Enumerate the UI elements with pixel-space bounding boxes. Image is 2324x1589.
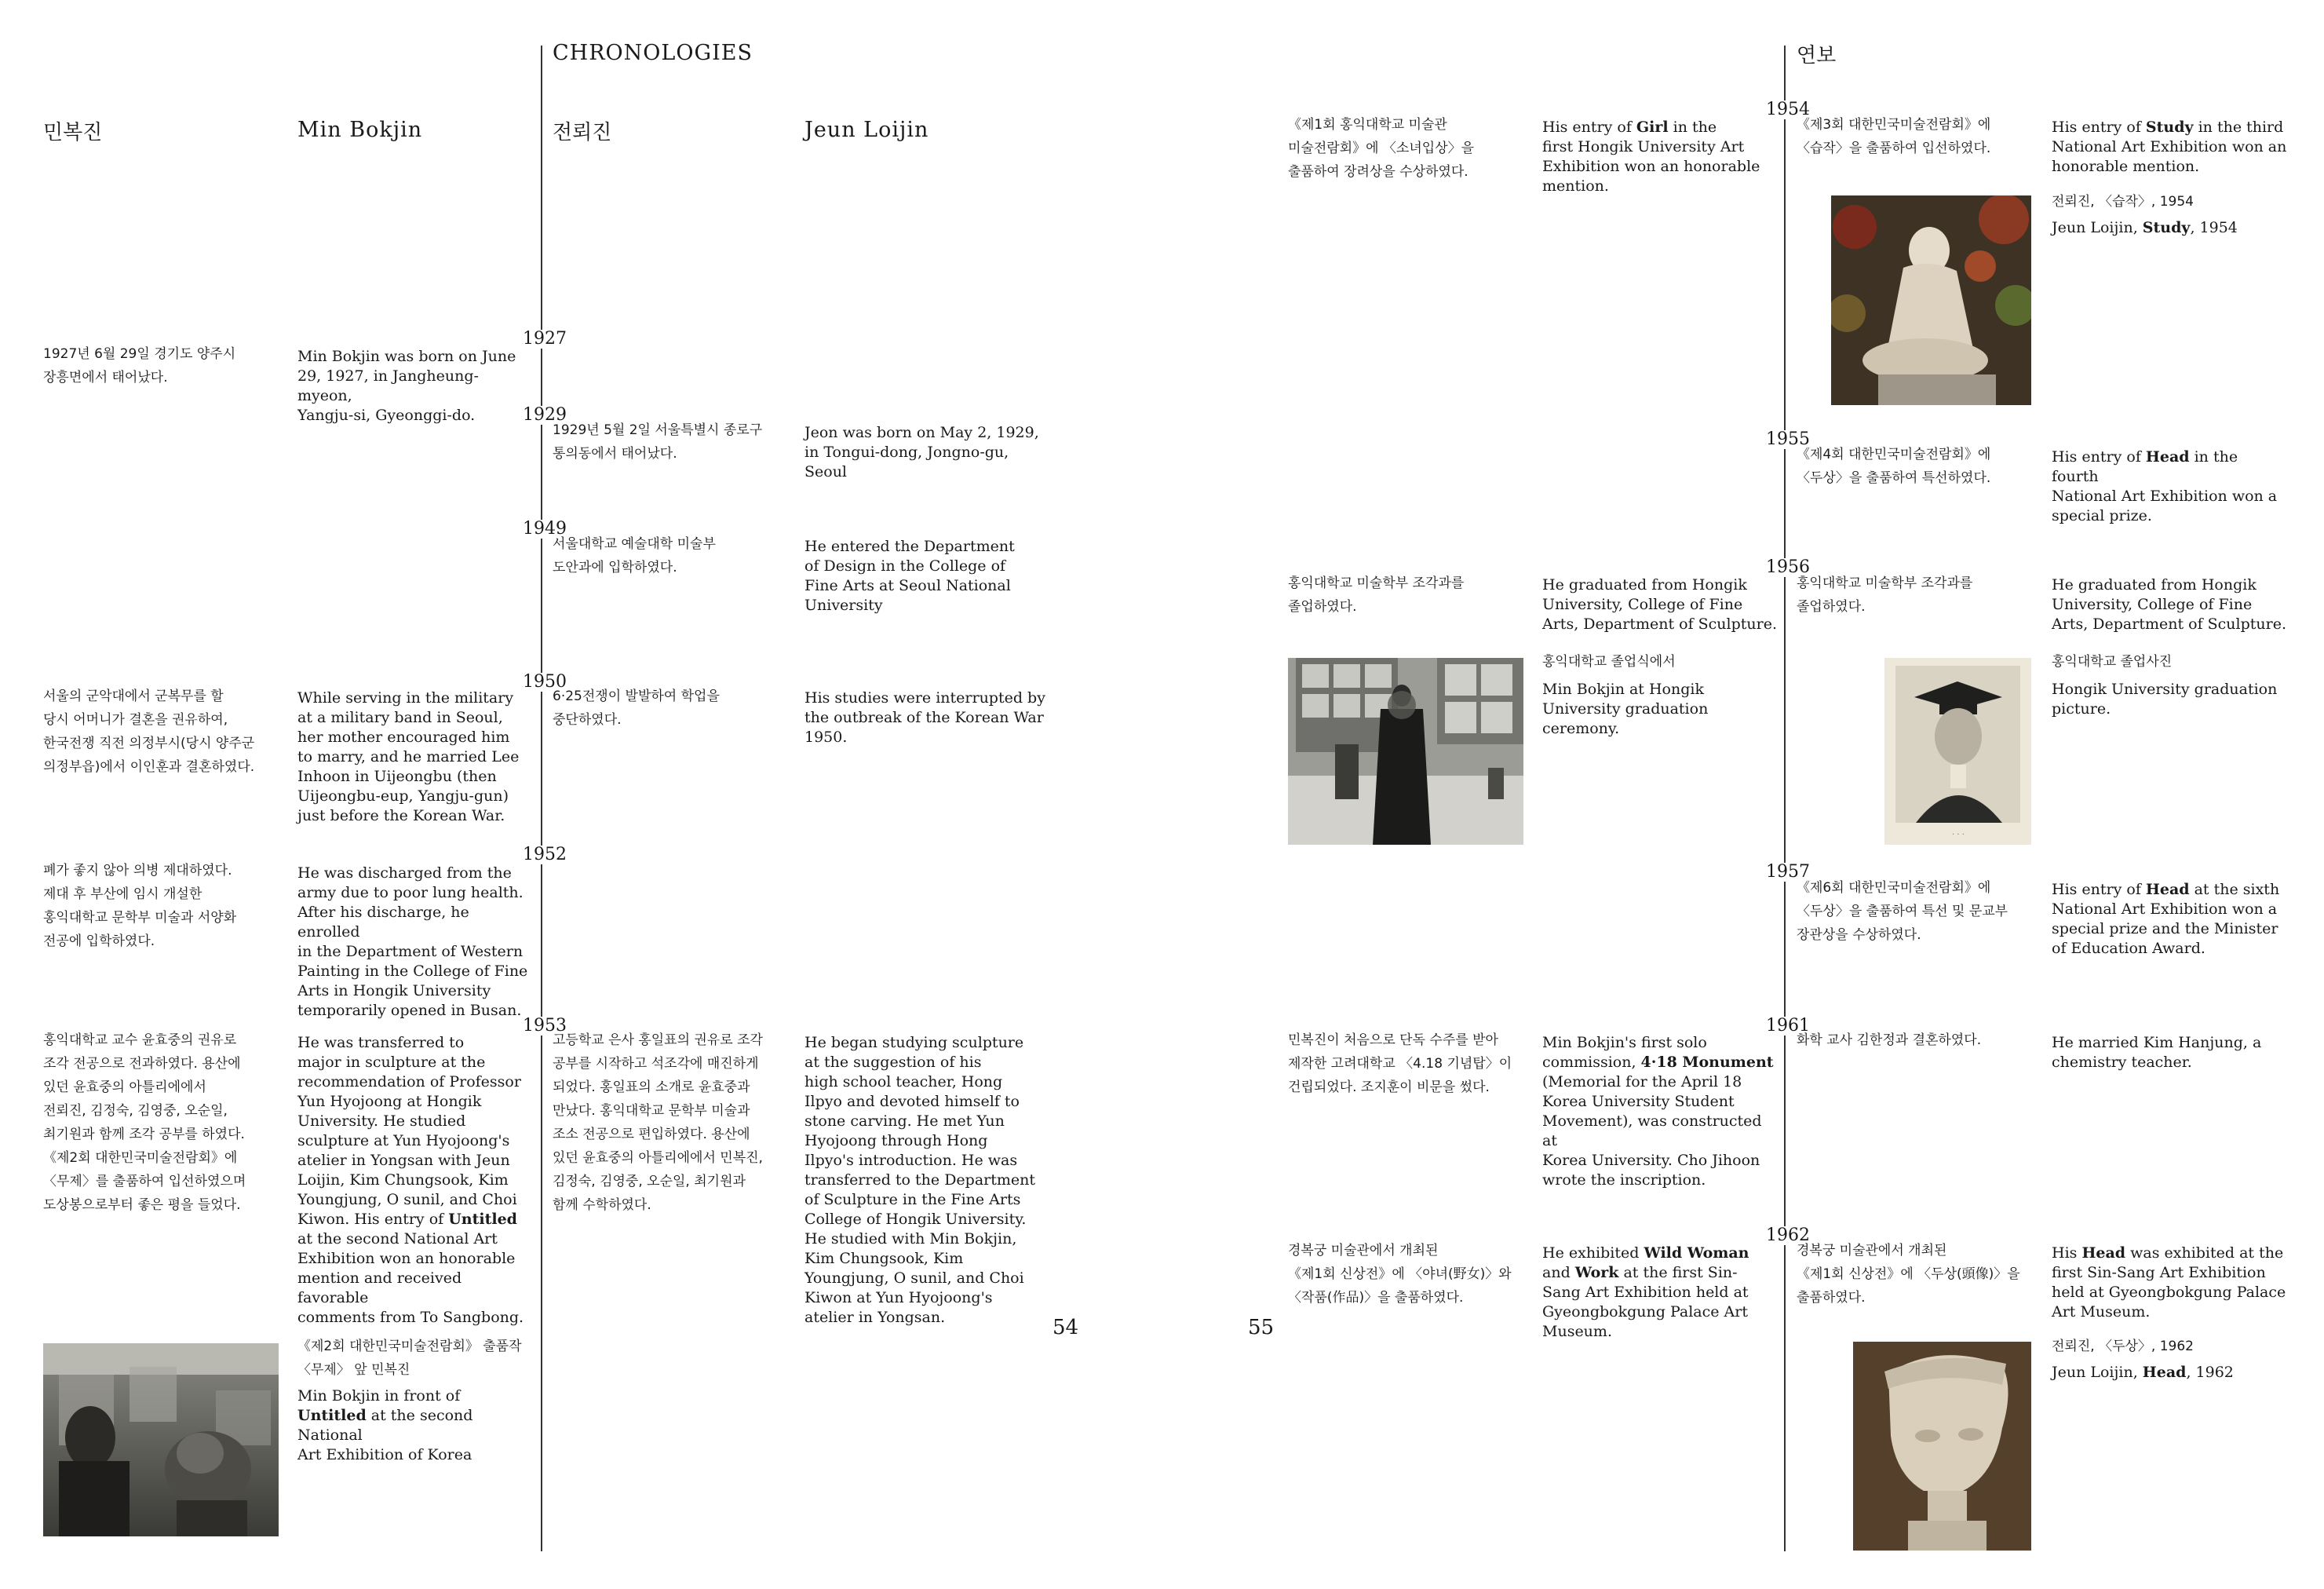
min-1956-en: He graduated from Hongik University, College of Fine Arts, Department of Sculpture.	[1542, 576, 1778, 633]
min-1961-en: Min Bokjin's first solo commission, 4·18 Monument (Memorial for the April 18 Korea University Student Movement), was constructed at Korea University. Cho Jihoon wrote the inscription.	[1542, 1034, 1774, 1189]
jeun-1956-en: He graduated from Hongik University, College of Fine Arts, Department of Sculpture.	[2052, 576, 2287, 633]
min-1950-en: While serving in the military at a military band in Seoul, her mother encouraged him to marry, and he married Lee Inhoon in Uijeongbu (then Uijeongbu-eup, Yangju-gun) just before the Korean War.	[297, 689, 520, 824]
jeun-head-sculpture-photo	[1853, 1342, 2031, 1551]
yeonbo-title: 연보	[1797, 44, 1837, 68]
min-1956-ko: 홍익대학교 미술학부 조각과를 졸업하였다.	[1288, 575, 1465, 615]
jeun-1955-ko: 《제4회 대한민국미술전람회》에 〈두상〉을 출품하여 특선하였다.	[1797, 447, 1991, 486]
jeun-1956-caption-ko: 홍익대학교 졸업사진	[2052, 654, 2173, 670]
svg-text:· · ·: · · ·	[1952, 831, 1965, 839]
jeun-1956-caption-en: Hongik University graduation picture.	[2052, 681, 2278, 718]
jeun-1955-en: His entry of Head in the fourth National Art Exhibition won a special prize.	[2052, 448, 2278, 524]
min-photo-caption-ko: 《제2회 대한민국미술전람회》 출품작 〈무제〉 앞 민복진	[297, 1339, 522, 1378]
jeun-1929-ko: 1929년 5월 2일 서울특별시 종로구 통의동에서 태어났다.	[553, 422, 763, 462]
jeun-1954-en: His entry of Study in the third National Art Exhibition won an honorable mention.	[2052, 119, 2287, 175]
min-1961-ko: 민복진이 처음으로 단독 수주를 받아 제작한 고려대학교 〈4.18 기념탑〉이 건립되었다. 조지훈이 비문을 썼다.	[1288, 1032, 1512, 1095]
jeun-1962-caption-ko: 전뢰진, 〈두상〉, 1962	[2052, 1339, 2194, 1354]
page-number-left: 54	[1053, 1316, 1079, 1339]
min-heading-en: Min Bokjin	[297, 118, 423, 142]
min-1953-ko: 홍익대학교 교수 윤효중의 권유로 조각 전공으로 전과하였다. 용산에 있던 윤효중의 아틀리에에서 전뢰진, 김정숙, 김영중, 오순일, 최기원과 함께 조각 공부를 하였다. 《제2회 대한민국미술전람회》에 〈무제〉를 출품하여 입선하였으며 도상봉으로부터 좋은 평을 들었다.	[43, 1032, 246, 1213]
year-1955: 1955	[1766, 429, 1810, 449]
jeun-1957-en: His entry of Head at the sixth National Art Exhibition won a special prize and the Minister of Education Award.	[2052, 881, 2280, 957]
jeun-1962-caption-en: Jeun Loijin, Head, 1962	[2052, 1364, 2234, 1381]
min-exhibition-photo	[43, 1343, 279, 1536]
year-1953: 1953	[523, 1016, 567, 1036]
jeun-graduation-portrait	[1884, 658, 2031, 845]
min-1952-en: He was discharged from the army due to poor lung health. After his discharge, he enrolled in the Department of Western Painting in the College of Fine Arts in Hongik University temporarily opened in Busan.	[297, 864, 528, 1019]
jeun-1961-en: He married Kim Hanjung, a chemistry teacher.	[2052, 1034, 2262, 1071]
min-1962-en: He exhibited Wild Woman and Work at the first Sin- Sang Art Exhibition held at Gyeongbokgung Palace Art Museum.	[1542, 1244, 1749, 1340]
chronologies-title: CHRONOLOGIES	[553, 41, 753, 65]
min-1956-caption-en: Min Bokjin at Hongik University graduation ceremony.	[1542, 681, 1709, 737]
jeun-1953-en: He began studying sculpture at the suggestion of his high school teacher, Hong Ilpyo and devoted himself to stone carving. He met Yun Hyojoong through Hong Ilpyo's introduction. He was transferred to the Department of Sculpture in the Fine Arts College of Hongik University. He studied with Min Bokjin, Kim Chungsook, Kim Youngjung, O sunil, and Choi Kiwon at Yun Hyojoong's atelier in Yongsan.	[804, 1034, 1036, 1326]
min-graduation-photo	[1288, 658, 1523, 845]
jeun-1929-en: Jeon was born on May 2, 1929, in Tongui-dong, Jongno-gu, Seoul	[804, 424, 1039, 480]
year-1954: 1954	[1766, 100, 1810, 119]
year-1957: 1957	[1766, 862, 1810, 882]
year-1949: 1949	[523, 519, 567, 539]
year-1961: 1961	[1766, 1016, 1810, 1036]
year-1929: 1929	[523, 405, 567, 425]
timeline-axis-right	[1784, 46, 1786, 1551]
min-1954-ko: 《제1회 홍익대학교 미술관 미술전람회》에 〈소녀입상〉을 출품하여 장려상을 수상하였다.	[1288, 117, 1475, 180]
jeun-1962-ko: 경복궁 미술관에서 개최된 《제1회 신상전》에 〈두상(頭像)〉을 출품하였다.	[1797, 1243, 2020, 1306]
year-1952: 1952	[523, 845, 567, 864]
jeun-1949-en: He entered the Department of Design in the College of Fine Arts at Seoul National University	[804, 538, 1015, 614]
min-1950-ko: 서울의 군악대에서 군복무를 할 당시 어머니가 결혼을 권유하여, 한국전쟁 직전 의정부시(당시 양주군 의정부읍)에서 이인훈과 결혼하였다.	[43, 689, 255, 775]
jeun-1954-caption-ko: 전뢰진, 〈습작〉, 1954	[2052, 194, 2194, 210]
jeun-study-sculpture-photo	[1831, 195, 2031, 405]
min-1927-ko: 1927년 6월 29일 경기도 양주시 장흥면에서 태어났다.	[43, 346, 236, 385]
page-number-right: 55	[1248, 1316, 1275, 1339]
timeline-axis-left	[541, 46, 542, 1551]
jeun-1949-ko: 서울대학교 예술대학 미술부 도안과에 입학하였다.	[553, 536, 716, 575]
jeun-1956-ko: 홍익대학교 미술학부 조각과를 졸업하였다.	[1797, 575, 1973, 615]
jeun-1957-ko: 《제6회 대한민국미술전람회》에 〈두상〉을 출품하여 특선 및 문교부 장관상을 수상하였다.	[1797, 880, 2008, 943]
min-1962-ko: 경복궁 미술관에서 개최된 《제1회 신상전》에 〈야녀(野女)〉와 〈작품(作品)〉을 출품하였다.	[1288, 1243, 1512, 1306]
min-heading-ko: 민복진	[43, 121, 103, 144]
jeun-1950-ko: 6·25전쟁이 발발하여 학업을 중단하였다.	[553, 689, 720, 728]
year-1927: 1927	[523, 329, 567, 349]
jeun-heading-ko: 전뢰진	[553, 121, 612, 144]
min-1953-en: He was transferred to major in sculpture at the recommendation of Professor Yun Hyojoong at Hongik University. He studied sculpture at Yun Hyojoong's atelier in Yongsan with Jeun Loijin, Kim Chungsook, Kim Youngjung, O sunil, and Choi Kiwon. His entry of Untitled at the second National Art Exhibition won an honorable mention and received favorable comments from To Sangbong.	[297, 1034, 524, 1326]
jeun-1962-en: His Head was exhibited at the first Sin-Sang Art Exhibition held at Gyeongbokgung Palace Art Museum.	[2052, 1244, 2286, 1321]
jeun-1954-ko: 《제3회 대한민국미술전람회》에 〈습작〉을 출품하여 입선하였다.	[1797, 117, 1991, 156]
year-1950: 1950	[523, 672, 567, 692]
jeun-1953-ko: 고등학교 은사 홍일표의 권유로 조각 공부를 시작하고 석조각에 매진하게 되었다. 홍일표의 소개로 윤효중과 만났다. 홍익대학교 문학부 미술과 조소 전공으로 편입하였다. 용산에 있던 윤효중의 아틀리에에서 민복진, 김정숙, 김영중, 오순일, 최기원과 함께 수학하였다.	[553, 1032, 763, 1213]
jeun-1950-en: His studies were interrupted by the outbreak of the Korean War 1950.	[804, 689, 1045, 746]
min-1952-ko: 폐가 좋지 않아 의병 제대하였다. 제대 후 부산에 임시 개설한 홍익대학교 문학부 미술과 서양화 전공에 입학하였다.	[43, 863, 237, 949]
year-1956: 1956	[1766, 557, 1810, 577]
min-1956-caption-ko: 홍익대학교 졸업식에서	[1542, 654, 1676, 670]
min-1954-en: His entry of Girl in the first Hongik University Art Exhibition won an honorable mention.	[1542, 119, 1760, 195]
jeun-1954-caption-en: Jeun Loijin, Study, 1954	[2052, 219, 2238, 236]
min-photo-caption-en: Min Bokjin in front of Untitled at the second National Art Exhibition of Korea	[297, 1387, 473, 1463]
min-1927-en: Min Bokjin was born on June 29, 1927, in Jangheung-myeon, Yangju-si, Gyeonggi-do.	[297, 348, 516, 424]
year-1962: 1962	[1766, 1226, 1810, 1245]
jeun-1961-ko: 화학 교사 김한정과 결혼하였다.	[1797, 1032, 1982, 1048]
jeun-heading-en: Jeun Loijin	[804, 118, 929, 142]
